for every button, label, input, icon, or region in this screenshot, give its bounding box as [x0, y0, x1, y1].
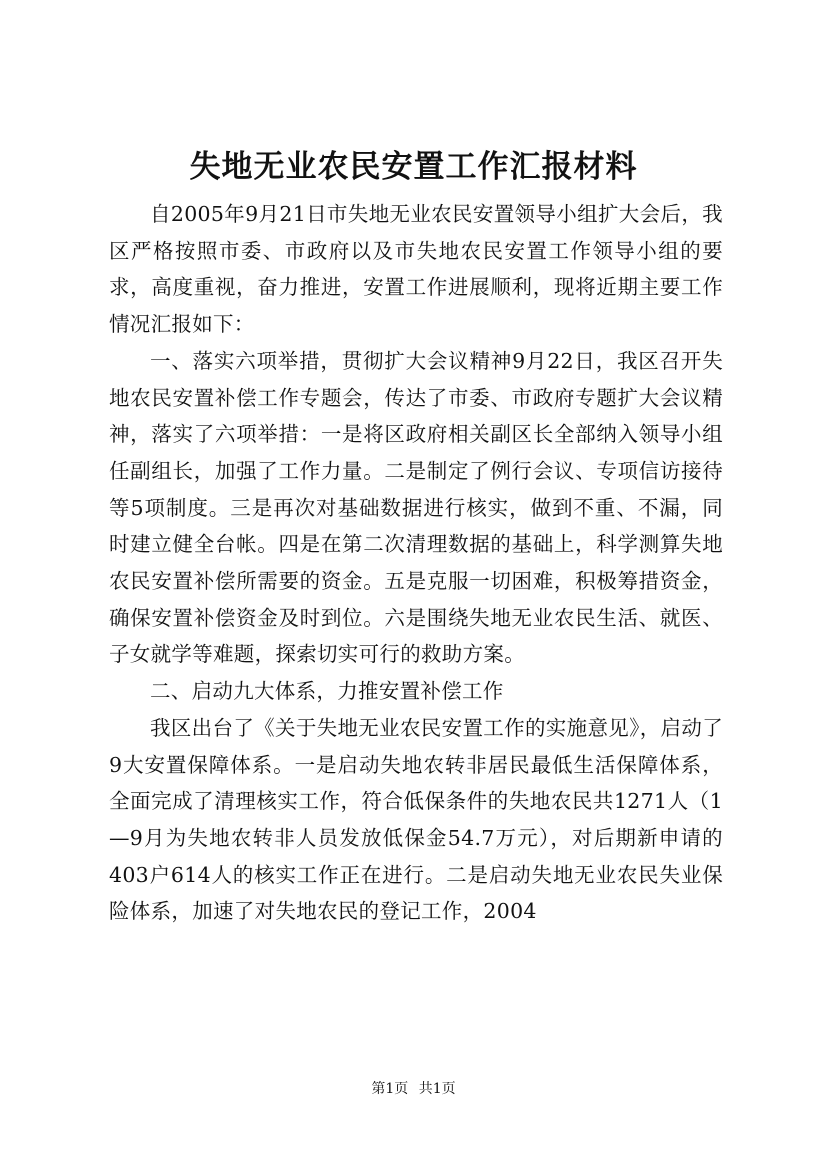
paragraph-section-two-body: 我区出台了《关于失地无业农民安置工作的实施意见》，启动了9大安置保障体系。一是启动失地农转非居民最低生活保障体系，全面完成了清理核实工作，符合低保条件的失地农民共1271人（1—9月为失地农转非人员发放低保金54.7万元），对后期新申请的403户614人的核实工作正在进行。二是启动失地无业农民失业保险体系，加速了对失地农民的登记工作，2004 — [109, 715, 723, 924]
page-footer — [0, 1079, 827, 1099]
document-body — [109, 196, 723, 930]
paragraph-section-two-heading: 二、启动九大体系，力推安置补偿工作 — [150, 679, 504, 704]
paragraph-section-one: 一、落实六项举措，贯彻扩大会议精神9月22日，我区召开失地农民安置补偿工作专题会，传达了市委、市政府专题扩大会议精神，落实了六项举措：一是将区政府相关副区长全部纳入领导小组任副组长，加强了工作力量。二是制定了例行会议、专项信访接待等5项制度。三是再次对基础数据进行核实，做到不重、不漏，同时建立健全台帐。四是在第二次清理数据的基础上，科学测算失地农民安置补偿所需要的资金。五是克服一切困难，积极筹措资金，确保安置补偿资金及时到位。六是围绕失地无业农民生活、就医、子女就学等难题，探索切实可行的救助方案。 — [109, 348, 723, 667]
page-total: 共1页 — [418, 1081, 456, 1097]
paragraph-intro: 自2005年9月21日市失地无业农民安置领导小组扩大会后，我区严格按照市委、市政府以及市失地农民安置工作领导小组的要求，高度重视，奋力推进，安置工作进展顺利，现将近期主要工作情况汇报如下： — [109, 202, 723, 337]
document-title: 失地无业农民安置工作汇报材料 — [189, 149, 638, 185]
page-number: 第1页 — [371, 1081, 409, 1097]
